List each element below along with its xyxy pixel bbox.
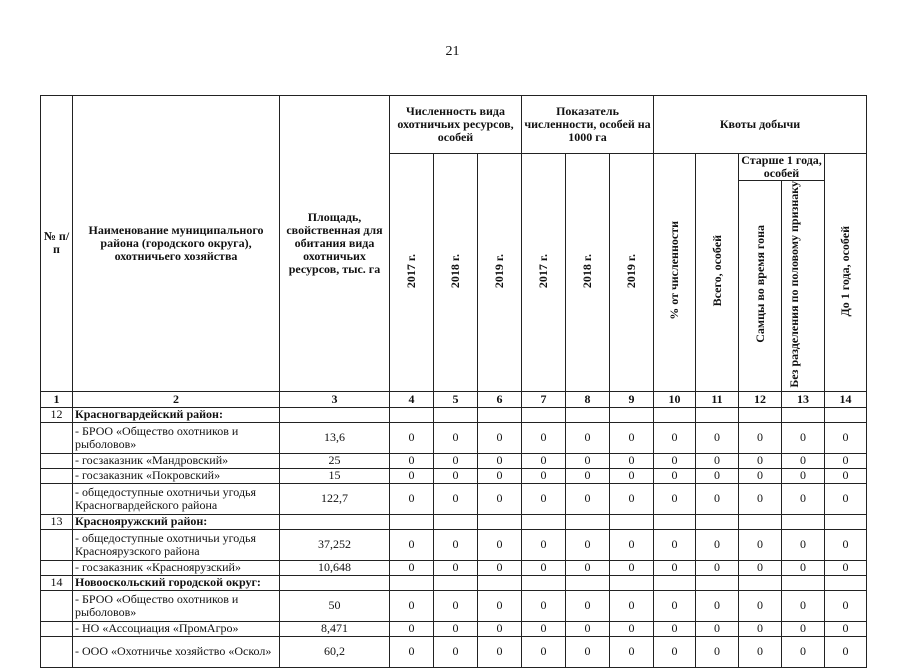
row-value: 0 <box>654 453 696 468</box>
row-value: 0 <box>566 529 610 560</box>
row-value: 0 <box>696 453 739 468</box>
column-number: 5 <box>434 391 478 407</box>
header-quota-nosex: Без разделения по половому признаку <box>787 181 802 388</box>
empty-cell <box>390 514 434 529</box>
section-title: Красногвардейский район: <box>73 407 280 422</box>
empty-cell <box>739 407 782 422</box>
row-area: 15 <box>280 468 390 483</box>
row-value: 0 <box>739 468 782 483</box>
section-number: 14 <box>41 575 73 590</box>
row-name: - НО «Ассоциация «ПромАгро» <box>73 621 280 636</box>
header-density-2019: 2019 г. <box>624 253 639 288</box>
row-name: - госзаказник «Красноярузский» <box>73 560 280 575</box>
empty-cell <box>280 514 390 529</box>
empty-cell <box>696 407 739 422</box>
row-value: 0 <box>390 483 434 514</box>
row-number-cell <box>41 453 73 468</box>
empty-cell <box>782 514 825 529</box>
row-value: 0 <box>610 483 654 514</box>
empty-cell <box>434 407 478 422</box>
row-value: 0 <box>782 468 825 483</box>
row-value: 0 <box>696 483 739 514</box>
empty-cell <box>434 514 478 529</box>
row-value: 0 <box>825 636 867 667</box>
row-value: 0 <box>825 453 867 468</box>
row-number-cell <box>41 621 73 636</box>
row-value: 0 <box>825 468 867 483</box>
row-value: 0 <box>478 453 522 468</box>
column-number: 4 <box>390 391 434 407</box>
table-row <box>41 468 867 483</box>
row-value: 0 <box>782 560 825 575</box>
column-number: 9 <box>610 391 654 407</box>
header-quota-group: Квоты добычи <box>654 96 867 154</box>
empty-cell <box>434 575 478 590</box>
section-number: 13 <box>41 514 73 529</box>
table-body <box>41 407 867 667</box>
empty-cell <box>825 407 867 422</box>
row-value: 0 <box>782 453 825 468</box>
row-area: 50 <box>280 590 390 621</box>
page-number: 21 <box>445 44 460 59</box>
row-value: 0 <box>566 621 610 636</box>
column-number: 12 <box>739 391 782 407</box>
row-value: 0 <box>654 621 696 636</box>
column-number: 14 <box>825 391 867 407</box>
row-value: 0 <box>434 529 478 560</box>
row-name: - общедоступные охотничьи угодья Красноярузского района <box>73 529 280 560</box>
row-name: - ООО «Охотничье хозяйство «Оскол» <box>73 636 280 667</box>
header-density-2017: 2017 г. <box>536 253 551 288</box>
empty-cell <box>566 514 610 529</box>
row-value: 0 <box>825 560 867 575</box>
section-row <box>41 575 867 590</box>
row-value: 0 <box>654 636 696 667</box>
row-name: - БРОО «Общество охотников и рыболовов» <box>73 590 280 621</box>
empty-cell <box>522 514 566 529</box>
empty-cell <box>654 514 696 529</box>
empty-cell <box>782 575 825 590</box>
row-number-cell <box>41 636 73 667</box>
row-value: 0 <box>566 468 610 483</box>
row-value: 0 <box>478 422 522 453</box>
empty-cell <box>522 575 566 590</box>
row-value: 0 <box>522 422 566 453</box>
row-value: 0 <box>610 560 654 575</box>
empty-cell <box>478 514 522 529</box>
row-value: 0 <box>434 590 478 621</box>
table-row <box>41 483 867 514</box>
row-area: 60,2 <box>280 636 390 667</box>
row-value: 0 <box>566 422 610 453</box>
row-area: 37,252 <box>280 529 390 560</box>
row-value: 0 <box>522 621 566 636</box>
empty-cell <box>478 575 522 590</box>
column-number: 1 <box>41 391 73 407</box>
row-value: 0 <box>739 621 782 636</box>
column-number: 6 <box>478 391 522 407</box>
section-row <box>41 407 867 422</box>
row-value: 0 <box>610 422 654 453</box>
row-value: 0 <box>478 483 522 514</box>
row-value: 0 <box>434 621 478 636</box>
row-value: 0 <box>696 590 739 621</box>
row-value: 0 <box>739 483 782 514</box>
header-quota-young: До 1 года, особей <box>838 225 853 317</box>
empty-cell <box>390 407 434 422</box>
row-value: 0 <box>696 529 739 560</box>
row-value: 0 <box>654 468 696 483</box>
row-area: 8,471 <box>280 621 390 636</box>
row-value: 0 <box>478 468 522 483</box>
empty-cell <box>782 407 825 422</box>
row-value: 0 <box>522 453 566 468</box>
row-value: 0 <box>566 590 610 621</box>
row-value: 0 <box>782 621 825 636</box>
row-value: 0 <box>522 529 566 560</box>
row-value: 0 <box>739 422 782 453</box>
header-quota-pct: % от численности <box>667 221 682 321</box>
table-row <box>41 621 867 636</box>
row-value: 0 <box>782 590 825 621</box>
row-value: 0 <box>390 529 434 560</box>
row-name: - госзаказник «Покровский» <box>73 468 280 483</box>
header-density-group: Показатель численности, особей на 1000 га <box>522 96 654 154</box>
row-value: 0 <box>522 590 566 621</box>
row-number-cell <box>41 590 73 621</box>
row-value: 0 <box>478 590 522 621</box>
row-value: 0 <box>390 468 434 483</box>
row-value: 0 <box>434 483 478 514</box>
row-value: 0 <box>825 529 867 560</box>
row-value: 0 <box>654 483 696 514</box>
row-value: 0 <box>696 621 739 636</box>
empty-cell <box>610 575 654 590</box>
empty-cell <box>280 407 390 422</box>
empty-cell <box>478 407 522 422</box>
row-value: 0 <box>739 560 782 575</box>
header-count-2018: 2018 г. <box>448 253 462 288</box>
section-title: Новооскольский городской округ: <box>73 575 280 590</box>
row-value: 0 <box>739 590 782 621</box>
empty-cell <box>390 575 434 590</box>
row-value: 0 <box>478 529 522 560</box>
column-number: 13 <box>782 391 825 407</box>
row-value: 0 <box>478 621 522 636</box>
row-value: 0 <box>478 560 522 575</box>
row-value: 0 <box>390 636 434 667</box>
table-row <box>41 529 867 560</box>
row-value: 0 <box>390 422 434 453</box>
row-number-cell <box>41 529 73 560</box>
row-value: 0 <box>610 453 654 468</box>
row-value: 0 <box>610 468 654 483</box>
empty-cell <box>654 575 696 590</box>
row-value: 0 <box>610 621 654 636</box>
header-older-group: Старше 1 года, особей <box>739 154 825 181</box>
row-area: 122,7 <box>280 483 390 514</box>
row-number-cell <box>41 483 73 514</box>
row-number-cell <box>41 468 73 483</box>
row-value: 0 <box>522 560 566 575</box>
row-value: 0 <box>610 636 654 667</box>
row-value: 0 <box>566 560 610 575</box>
row-value: 0 <box>825 422 867 453</box>
row-name: - госзаказник «Мандровский» <box>73 453 280 468</box>
row-value: 0 <box>782 483 825 514</box>
row-value: 0 <box>434 560 478 575</box>
row-value: 0 <box>739 529 782 560</box>
row-value: 0 <box>825 483 867 514</box>
column-number-row <box>41 391 867 407</box>
empty-cell <box>696 514 739 529</box>
table-row <box>41 453 867 468</box>
row-value: 0 <box>739 453 782 468</box>
header-area: Площадь, свойственная для обитания вида охотничьих ресурсов, тыс. га <box>280 96 390 392</box>
row-value: 0 <box>566 453 610 468</box>
empty-cell <box>825 575 867 590</box>
row-value: 0 <box>522 468 566 483</box>
row-number-cell <box>41 560 73 575</box>
row-value: 0 <box>654 560 696 575</box>
column-number: 8 <box>566 391 610 407</box>
row-value: 0 <box>390 453 434 468</box>
row-value: 0 <box>390 590 434 621</box>
row-value: 0 <box>654 529 696 560</box>
row-value: 0 <box>654 422 696 453</box>
empty-cell <box>654 407 696 422</box>
row-value: 0 <box>390 621 434 636</box>
empty-cell <box>739 575 782 590</box>
row-value: 0 <box>610 590 654 621</box>
row-area: 25 <box>280 453 390 468</box>
empty-cell <box>825 514 867 529</box>
empty-cell <box>739 514 782 529</box>
row-value: 0 <box>825 590 867 621</box>
header-quota-total: Всего, особей <box>709 235 724 307</box>
row-value: 0 <box>434 453 478 468</box>
row-value: 0 <box>696 560 739 575</box>
empty-cell <box>280 575 390 590</box>
row-value: 0 <box>390 560 434 575</box>
empty-cell <box>610 514 654 529</box>
row-name: - общедоступные охотничьи угодья Красногвардейского района <box>73 483 280 514</box>
empty-cell <box>566 575 610 590</box>
row-value: 0 <box>434 468 478 483</box>
row-number-cell <box>41 422 73 453</box>
row-value: 0 <box>782 636 825 667</box>
empty-cell <box>522 407 566 422</box>
section-title: Краснояружский район: <box>73 514 280 529</box>
header-count-2017: 2017 г. <box>404 253 418 288</box>
empty-cell <box>696 575 739 590</box>
row-area: 13,6 <box>280 422 390 453</box>
row-name: - БРОО «Общество охотников и рыболовов» <box>73 422 280 453</box>
row-value: 0 <box>434 422 478 453</box>
table-row <box>41 636 867 667</box>
row-area: 10,648 <box>280 560 390 575</box>
row-value: 0 <box>782 422 825 453</box>
table-row <box>41 590 867 621</box>
row-value: 0 <box>522 636 566 667</box>
column-number: 7 <box>522 391 566 407</box>
empty-cell <box>610 407 654 422</box>
header-count-group: Численность вида охотничьих ресурсов, особей <box>390 96 522 154</box>
header-name: Наименование муниципального района (городского округа), охотничьего хозяйства <box>73 96 280 392</box>
row-value: 0 <box>654 590 696 621</box>
row-value: 0 <box>434 636 478 667</box>
table-row <box>41 560 867 575</box>
row-value: 0 <box>566 483 610 514</box>
empty-cell <box>566 407 610 422</box>
row-value: 0 <box>696 422 739 453</box>
row-value: 0 <box>696 636 739 667</box>
row-value: 0 <box>566 636 610 667</box>
column-number: 3 <box>280 391 390 407</box>
column-number: 11 <box>696 391 739 407</box>
table-row <box>41 422 867 453</box>
row-value: 0 <box>825 621 867 636</box>
column-number: 2 <box>73 391 280 407</box>
row-value: 0 <box>782 529 825 560</box>
row-value: 0 <box>610 529 654 560</box>
quota-table <box>40 95 867 668</box>
section-number: 12 <box>41 407 73 422</box>
header-density-2018: 2018 г. <box>580 253 595 288</box>
section-row <box>41 514 867 529</box>
row-value: 0 <box>739 636 782 667</box>
row-value: 0 <box>696 468 739 483</box>
row-value: 0 <box>478 636 522 667</box>
row-value: 0 <box>522 483 566 514</box>
header-num: № п/п <box>41 96 73 392</box>
column-number: 10 <box>654 391 696 407</box>
header-count-2019: 2019 г. <box>492 253 506 288</box>
header-quota-males: Самцы во время гона <box>752 225 767 344</box>
